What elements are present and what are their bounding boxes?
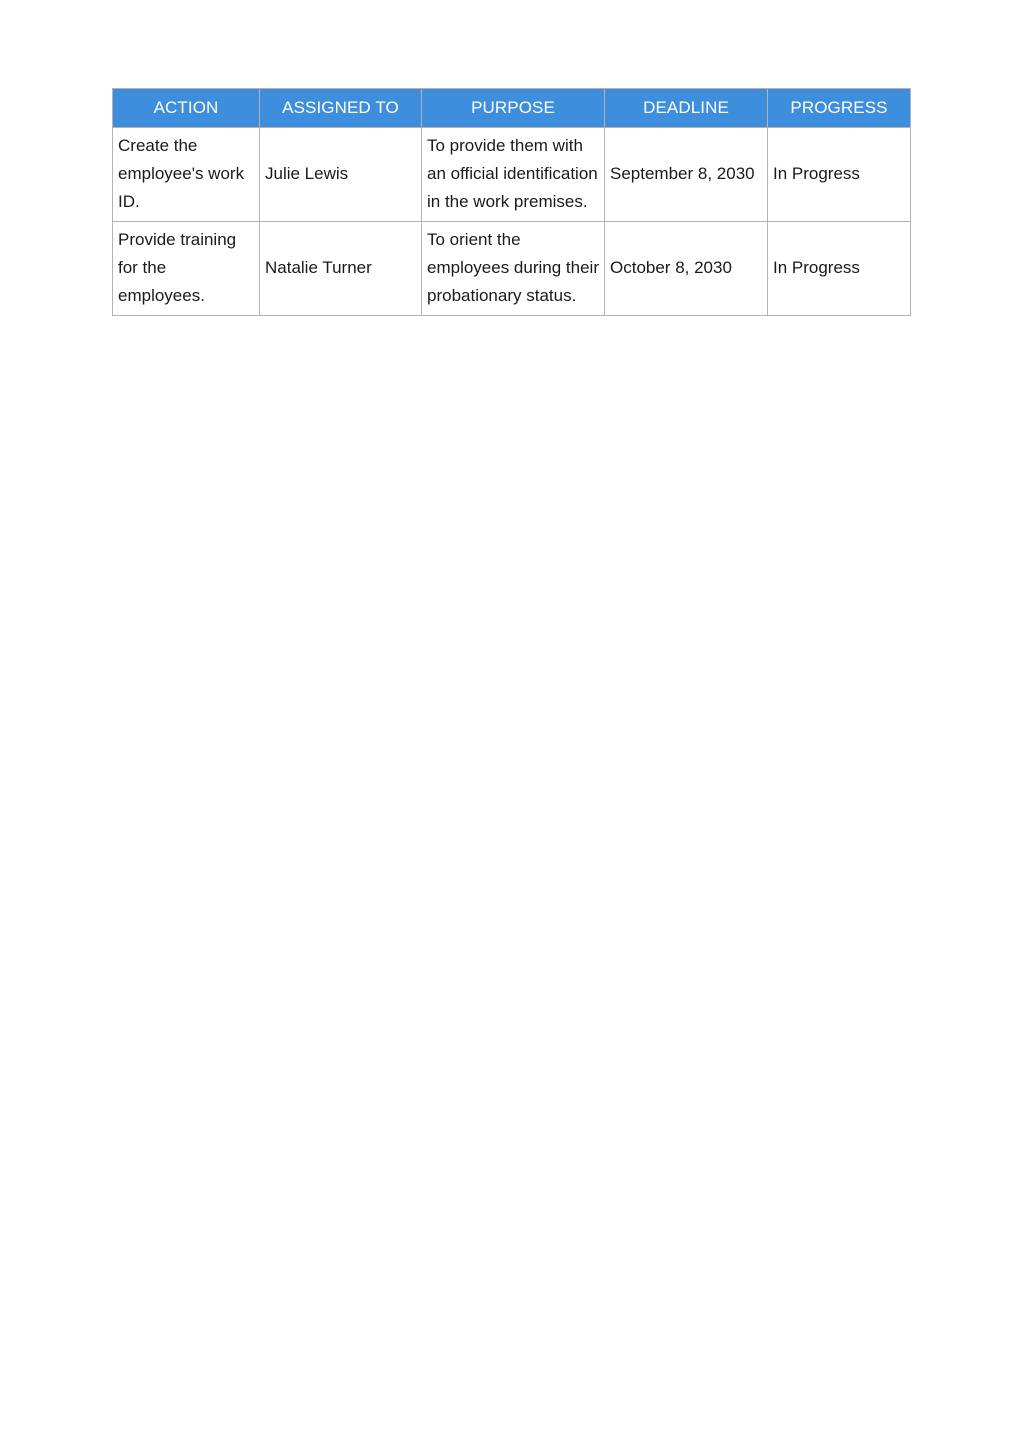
cell-progress: In Progress xyxy=(768,222,911,316)
header-purpose: PURPOSE xyxy=(422,89,605,128)
action-plan-table xyxy=(112,88,911,316)
table-header xyxy=(113,89,911,128)
header-deadline: DEADLINE xyxy=(605,89,768,128)
cell-progress: In Progress xyxy=(768,128,911,222)
document-page xyxy=(112,88,910,316)
header-assigned-to: ASSIGNED TO xyxy=(260,89,422,128)
table-row xyxy=(113,128,911,222)
header-progress: PROGRESS xyxy=(768,89,911,128)
table-body xyxy=(113,128,911,316)
header-row xyxy=(113,89,911,128)
cell-assigned-to: Julie Lewis xyxy=(260,128,422,222)
table-row xyxy=(113,222,911,316)
cell-action: Create the employee's work ID. xyxy=(113,128,260,222)
cell-action: Provide training for the employees. xyxy=(113,222,260,316)
header-action: ACTION xyxy=(113,89,260,128)
cell-deadline: October 8, 2030 xyxy=(605,222,768,316)
cell-deadline: September 8, 2030 xyxy=(605,128,768,222)
cell-purpose: To provide them with an official identification in the work premises. xyxy=(422,128,605,222)
cell-purpose: To orient the employees during their probationary status. xyxy=(422,222,605,316)
cell-assigned-to: Natalie Turner xyxy=(260,222,422,316)
